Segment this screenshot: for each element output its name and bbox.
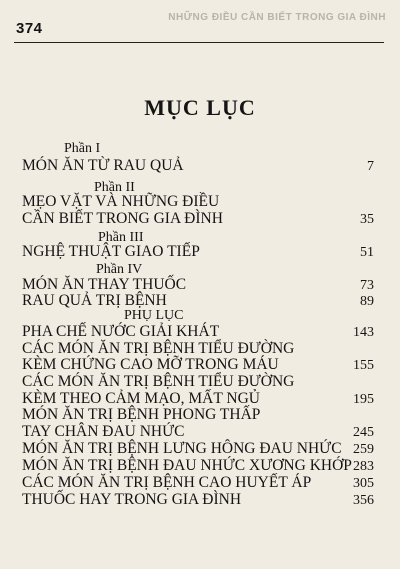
entry-title: RAU QUẢ TRỊ BỆNH xyxy=(22,292,167,309)
entry-page: 283 xyxy=(353,459,374,474)
entry-title: THUỐC HAY TRONG GIA ĐÌNH xyxy=(22,491,242,508)
entry-title: MẸO VẶT VÀ NHỮNG ĐIỀU xyxy=(22,193,220,210)
entry-title: PHA CHẾ NƯỚC GIẢI KHÁT xyxy=(22,323,220,340)
part-label: Phần IV xyxy=(96,262,143,277)
entry-title: MÓN ĂN TRỊ BỆNH ĐAU NHỨC XƯƠNG KHỚP xyxy=(22,457,352,474)
entry-page: 143 xyxy=(353,325,374,340)
entry-page: 7 xyxy=(367,159,374,174)
entry-title: CÁC MÓN ĂN TRỊ BỆNH CAO HUYẾT ÁP xyxy=(22,474,312,491)
entry-title: CÁC MÓN ĂN TRỊ BỆNH TIỂU ĐƯỜNG xyxy=(22,373,295,390)
entry-page: 35 xyxy=(360,212,374,227)
part-label: PHỤ LỤC xyxy=(124,308,184,323)
page-title: MỤC LỤC xyxy=(144,95,256,120)
part-label: Phần I xyxy=(64,141,101,156)
entry-title: CÁC MÓN ĂN TRỊ BỆNH TIỂU ĐƯỜNG xyxy=(22,340,295,357)
entry-page: 356 xyxy=(353,493,374,508)
entry-title: MÓN ĂN THAY THUỐC xyxy=(22,276,187,293)
entry-title: MÓN ĂN TRỊ BỆNH PHONG THẤP xyxy=(22,406,261,423)
entry-title: MÓN ĂN TỪ RAU QUẢ xyxy=(22,157,184,174)
running-head: NHỮNG ĐIỀU CẦN BIẾT TRONG GIA ĐÌNH xyxy=(168,12,386,23)
entry-page: 195 xyxy=(353,392,374,407)
entry-page: 155 xyxy=(353,358,374,373)
page-number: 374 xyxy=(16,20,43,37)
entry-page: 89 xyxy=(360,294,374,309)
entry-title: CẦN BIẾT TRONG GIA ĐÌNH xyxy=(22,210,223,227)
entry-page: 305 xyxy=(353,476,374,491)
entry-title: MÓN ĂN TRỊ BỆNH LƯNG HÔNG ĐAU NHỨC xyxy=(22,440,342,457)
entry-title: KÈM THEO CẢM MẠO, MẤT NGỦ xyxy=(22,390,260,407)
entry-page: 245 xyxy=(353,425,374,440)
entry-title: KÈM CHỨNG CAO MỠ TRONG MÁU xyxy=(22,356,279,373)
entry-page: 51 xyxy=(360,245,374,260)
part-label: Phần II xyxy=(94,180,135,195)
entry-title: NGHỆ THUẬT GIAO TIẾP xyxy=(22,243,200,260)
entry-page: 73 xyxy=(360,278,374,293)
entry-page: 259 xyxy=(353,442,374,457)
part-label: Phần III xyxy=(98,230,144,245)
entry-title: TAY CHÂN ĐAU NHỨC xyxy=(22,423,185,440)
